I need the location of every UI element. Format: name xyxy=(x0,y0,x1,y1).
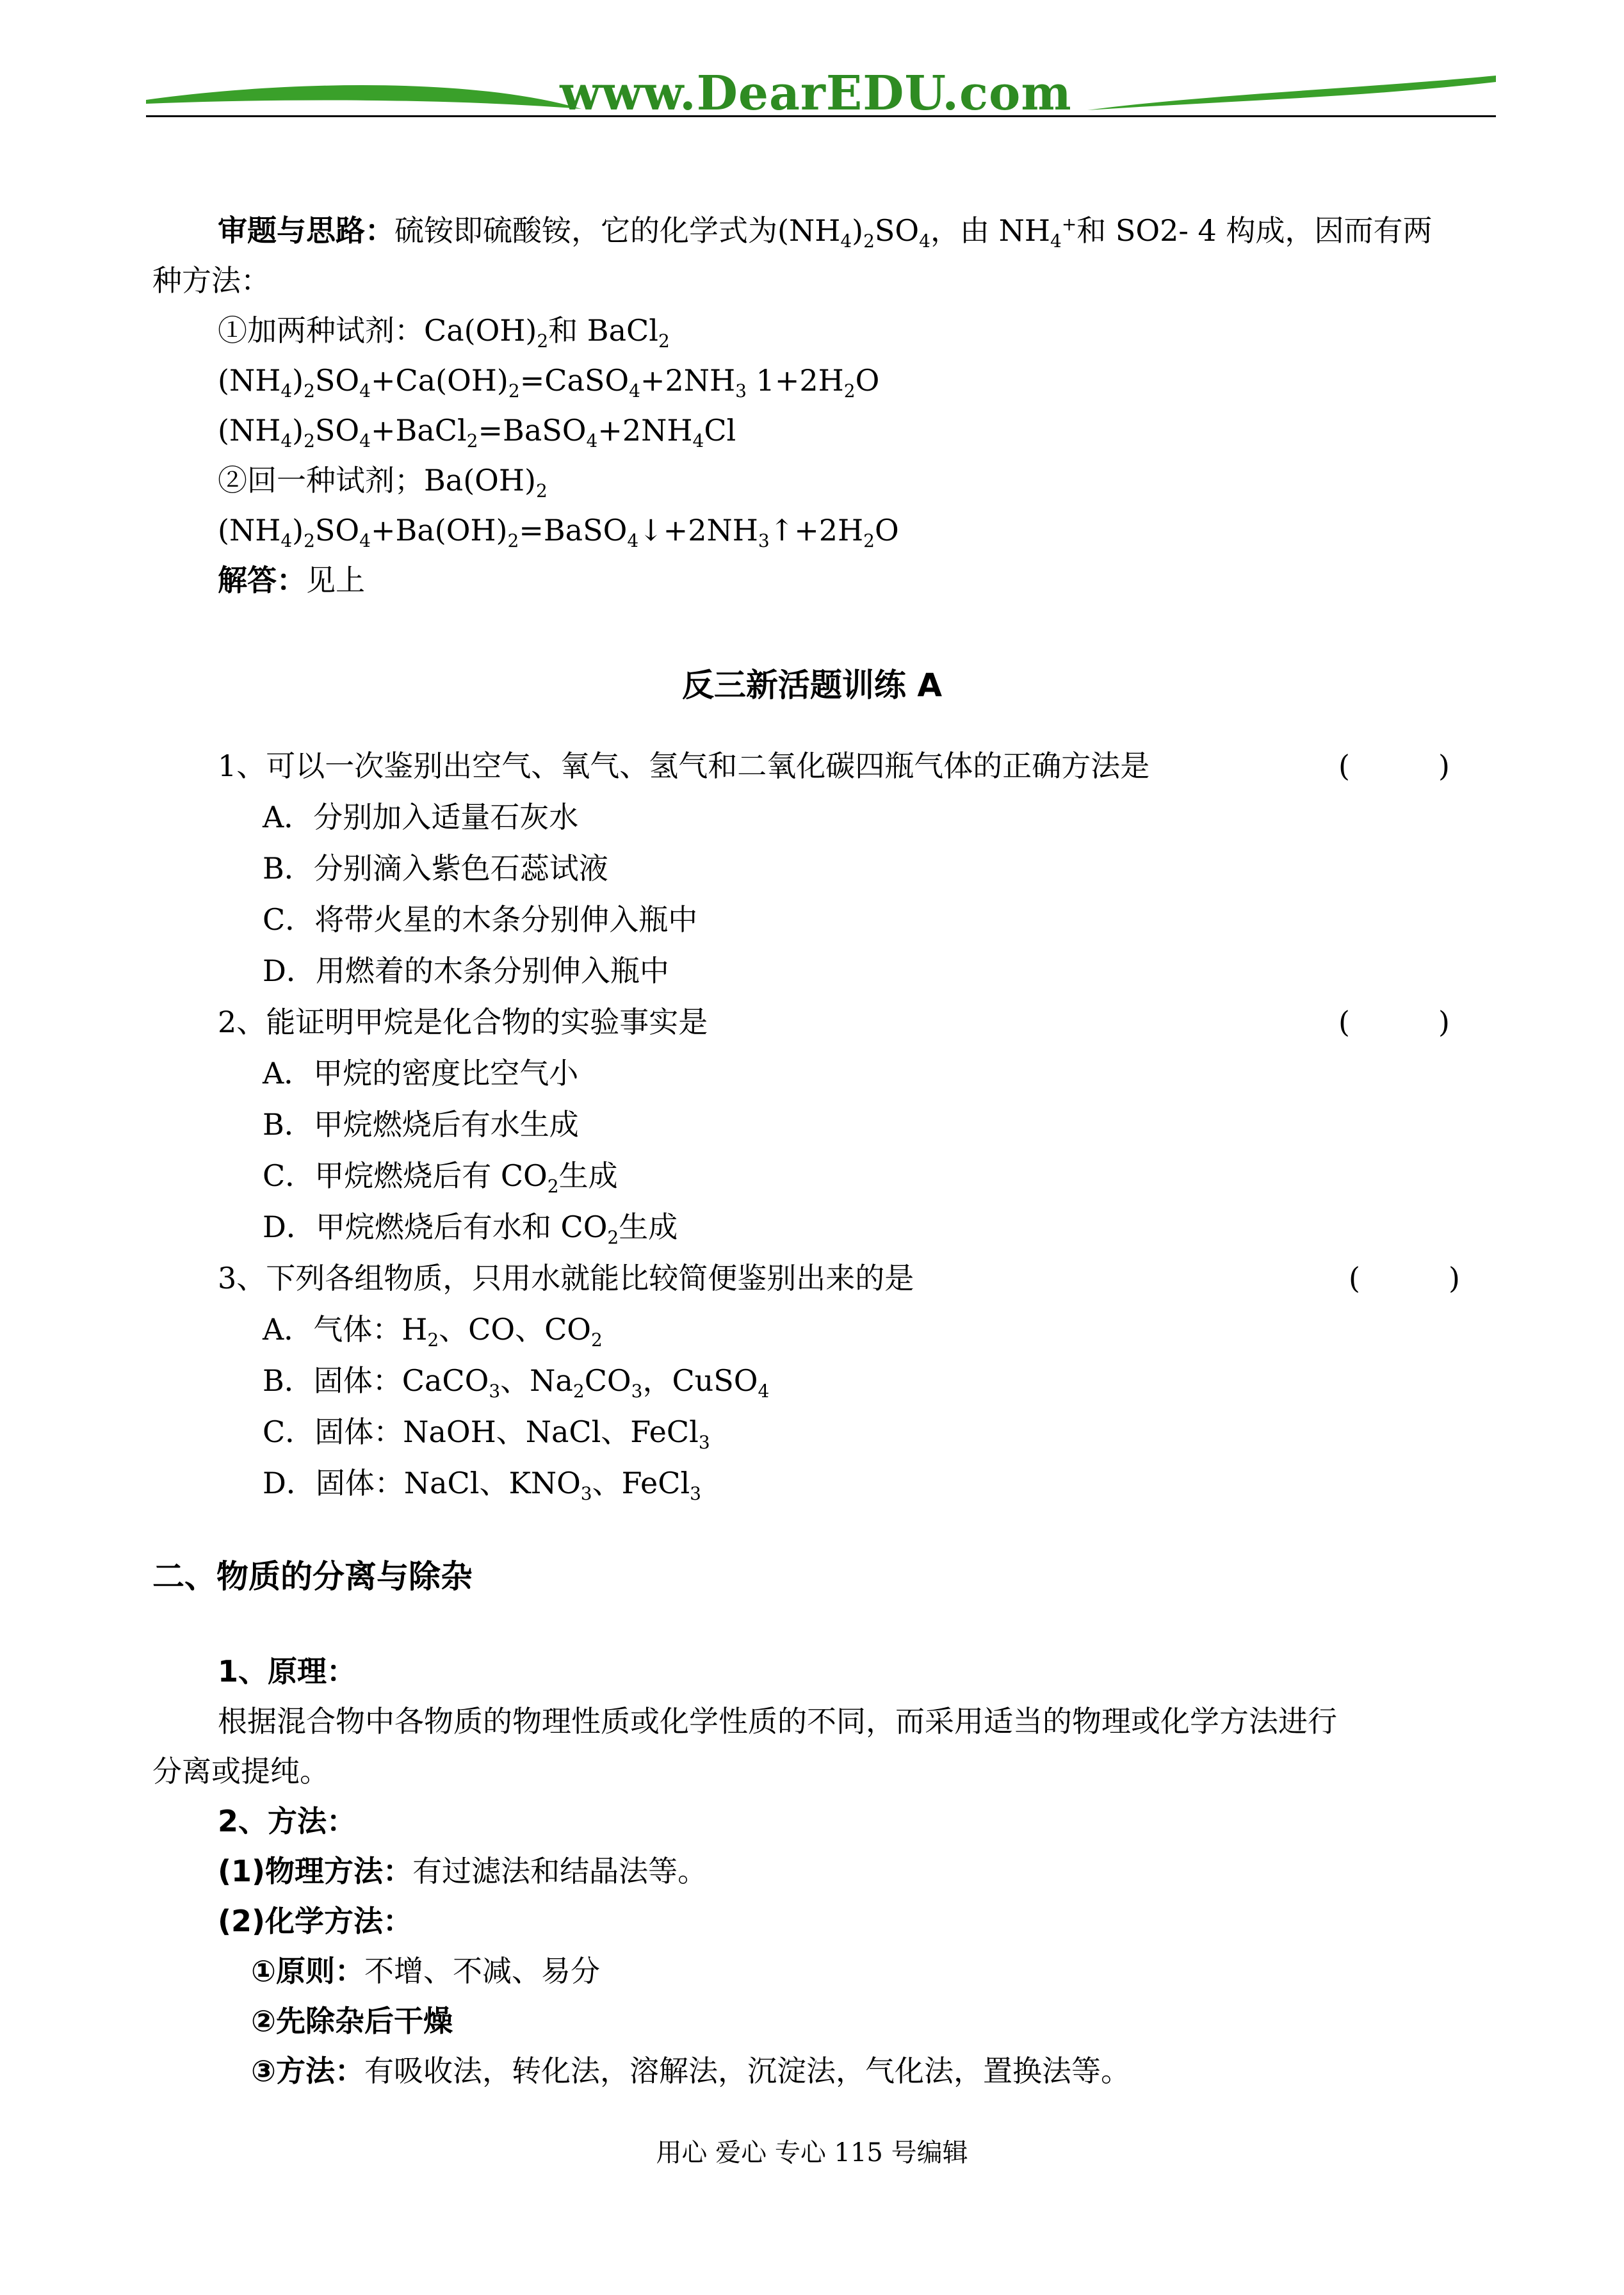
subscript: 3 xyxy=(698,1432,710,1454)
sub: 4 xyxy=(919,231,930,252)
subscript: 2 xyxy=(427,1329,439,1351)
subscript: 4 xyxy=(627,530,639,552)
physical-method-text: 有过滤法和结晶法等。 xyxy=(412,1854,708,1888)
formula-text: ，CuSO xyxy=(642,1363,758,1398)
subscript: 3 xyxy=(631,1381,643,1402)
q1-option-d: D．用燃着的木条分别伸入瓶中 xyxy=(263,953,669,988)
chem-order: ②先除杂后干燥 xyxy=(251,2004,453,2038)
formula-text: =CaSO xyxy=(519,363,629,398)
subscript: 3 xyxy=(489,1381,501,1402)
sub: 2 xyxy=(658,330,670,352)
answer-line xyxy=(218,561,365,599)
subscript: 2 xyxy=(863,530,875,552)
subscript: 4 xyxy=(629,380,640,402)
subscript: 2 xyxy=(508,380,520,402)
chem-principle-label: ①原则： xyxy=(251,1954,364,1988)
principle-text-2: 分离或提纯。 xyxy=(152,1754,329,1788)
formula-text: ↑+2H xyxy=(769,513,864,547)
q2-option-d xyxy=(263,1208,678,1249)
method-label: 2、方法： xyxy=(218,1804,357,1838)
formula-text: O xyxy=(874,513,899,547)
equation-1 xyxy=(218,361,879,400)
subscript: 3 xyxy=(735,380,747,402)
formula-text: ) xyxy=(292,363,304,398)
q1-option-a: A．分别加入适量石灰水 xyxy=(263,800,579,834)
formula-text: =BaSO xyxy=(519,513,628,547)
text: ①加两种试剂：Ca(OH) xyxy=(218,313,537,348)
sub: 4 xyxy=(1050,231,1062,252)
formula-text: Cl xyxy=(704,413,736,448)
text: 硫铵即硫酸铵，它的化学式为(NH xyxy=(394,213,841,248)
formula-text: =BaSO xyxy=(478,413,587,448)
q1-option-c: C．将带火星的木条分别伸入瓶中 xyxy=(263,902,698,937)
formula-text: (NH xyxy=(218,413,281,448)
sub: 2 xyxy=(863,231,875,252)
formula-text: +Ba(OH) xyxy=(370,513,508,547)
subscript: 2 xyxy=(843,380,856,402)
subscript: 4 xyxy=(359,530,371,552)
text: ②回一种试剂；Ba(OH) xyxy=(218,463,536,498)
formula-text: +BaCl xyxy=(370,413,467,448)
subscript: 3 xyxy=(690,1483,701,1505)
subscript: 3 xyxy=(758,530,770,552)
subscript: 2 xyxy=(507,530,519,552)
formula-text: 、CO、CO xyxy=(439,1312,591,1347)
physical-method xyxy=(218,1852,707,1890)
sub: 2 xyxy=(535,480,548,502)
section-title: 反三新活题训练 A xyxy=(681,667,943,704)
formula-text: C．固体：NaOH、NaCl、FeCl xyxy=(263,1415,699,1449)
subscript: 4 xyxy=(359,380,371,402)
chem-methods xyxy=(251,2052,1130,2090)
method-1 xyxy=(218,311,670,350)
formula-text: ↓+2NH xyxy=(638,513,758,547)
answer-text: 见上 xyxy=(306,563,365,597)
question-2-answer-blank: ( ) xyxy=(1338,1005,1450,1039)
formula-text: SO xyxy=(314,363,360,398)
question-1-answer-blank: ( ) xyxy=(1338,749,1450,783)
subscript: 2 xyxy=(572,1381,585,1402)
q2-option-b: B．甲烷燃烧后有水生成 xyxy=(263,1107,579,1142)
subscript: 4 xyxy=(280,530,293,552)
chemical-method-label: (2)化学方法： xyxy=(218,1904,413,1938)
question-3-stem: 3、下列各组物质，只用水就能比较简便鉴别出来的是 xyxy=(218,1261,914,1295)
part2-heading: 二、物质的分离与除杂 xyxy=(152,1558,473,1595)
q3-option-a xyxy=(263,1310,603,1349)
formula-text: +2NH xyxy=(597,413,693,448)
subscript: 2 xyxy=(304,430,315,452)
text: 和 SO2- 4 构成，因而有两 xyxy=(1076,213,1433,248)
formula-text: A．气体：H xyxy=(263,1312,428,1347)
formula-text: (NH xyxy=(218,363,281,398)
formula-text: 生成 xyxy=(619,1210,678,1244)
formula-text: 1+2H xyxy=(746,363,844,398)
formula-text: SO xyxy=(314,413,360,448)
formula-text: 、FeCl xyxy=(592,1466,690,1500)
subscript: 4 xyxy=(758,1381,770,1402)
subscript: 4 xyxy=(280,380,293,402)
subscript: 4 xyxy=(692,430,704,452)
chem-principle-text: 不增、不减、易分 xyxy=(364,1954,600,1988)
equation-2 xyxy=(218,411,736,450)
subscript: 4 xyxy=(586,430,598,452)
equation-3 xyxy=(218,511,899,552)
formula-text: ) xyxy=(292,413,304,448)
formula-text: CO xyxy=(584,1363,631,1398)
method-2 xyxy=(218,461,548,502)
subscript: 3 xyxy=(580,1483,592,1505)
principle-text-1: 根据混合物中各物质的物理性质或化学性质的不同，而采用适当的物理或化学方法进行 xyxy=(218,1704,1337,1739)
formula-text: D．固体：NaCl、KNO xyxy=(263,1466,581,1500)
site-logo: www.DearEDU.com xyxy=(560,66,1072,121)
chem-methods-text: 有吸收法，转化法，溶解法，沉淀法，气化法，置换法等。 xyxy=(364,2054,1130,2088)
formula-text: D．甲烷燃烧后有水和 CO xyxy=(263,1210,608,1244)
q2-option-c xyxy=(263,1156,618,1195)
subscript: 2 xyxy=(304,530,315,552)
q1-option-b: B．分别滴入紫色石蕊试液 xyxy=(263,851,608,886)
question-2-stem: 2、能证明甲烷是化合物的实验事实是 xyxy=(218,1005,708,1039)
formula-text: B．固体：CaCO xyxy=(263,1363,489,1398)
analysis-label: 审题与思路： xyxy=(218,213,394,248)
sub: 2 xyxy=(537,330,549,352)
formula-text: O xyxy=(855,363,880,398)
subscript: 2 xyxy=(607,1227,619,1249)
subscript: 2 xyxy=(591,1329,603,1351)
formula-text: 生成 xyxy=(558,1158,618,1193)
formula-text: +2NH xyxy=(640,363,736,398)
q3-option-c xyxy=(263,1413,710,1454)
formula-text: ) xyxy=(292,513,304,547)
analysis-line-2: 种方法： xyxy=(152,263,270,298)
q3-option-b xyxy=(263,1361,769,1400)
subscript: 4 xyxy=(359,430,371,452)
subscript: 2 xyxy=(304,380,315,402)
chem-principle xyxy=(251,1952,600,1990)
analysis-line-1 xyxy=(218,211,1432,250)
answer-label: 解答： xyxy=(218,563,306,597)
text: ，由 NH xyxy=(930,213,1050,248)
question-3-answer-blank: ( ) xyxy=(1349,1261,1460,1295)
formula-text: SO xyxy=(314,513,360,547)
subscript: 4 xyxy=(280,430,293,452)
subscript: 2 xyxy=(547,1176,559,1197)
text: ) xyxy=(852,213,864,248)
text: 和 BaCl xyxy=(548,313,658,348)
q2-option-a: A．甲烷的密度比空气小 xyxy=(263,1056,579,1091)
sub: 4 xyxy=(840,231,852,252)
physical-method-label: (1)物理方法： xyxy=(218,1854,413,1888)
formula-text: C．甲烷燃烧后有 CO xyxy=(263,1158,548,1193)
question-1-stem: 1、可以一次鉴别出空气、氧气、氢气和二氧化碳四瓶气体的正确方法是 xyxy=(218,749,1150,783)
page-footer: 用心 爱心 专心 115 号编辑 xyxy=(656,2138,968,2168)
formula-text: +Ca(OH) xyxy=(370,363,508,398)
sup: + xyxy=(1061,213,1077,235)
q3-option-d xyxy=(263,1464,701,1505)
chem-methods-label: ③方法： xyxy=(251,2054,364,2088)
principle-label: 1、原理： xyxy=(218,1654,357,1689)
subscript: 2 xyxy=(466,430,478,452)
formula-text: (NH xyxy=(218,513,281,547)
formula-text: 、Na xyxy=(500,1363,573,1398)
text: SO xyxy=(874,213,920,248)
